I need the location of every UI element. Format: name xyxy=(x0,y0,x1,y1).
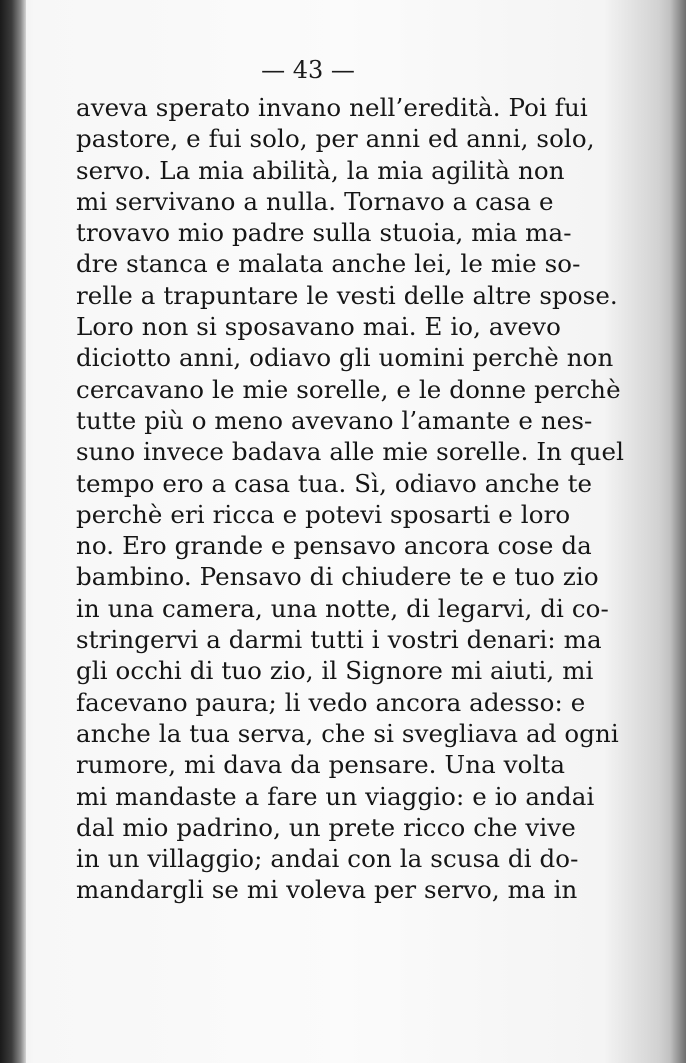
text-line: no. Ero grande e pensavo ancora cose da xyxy=(76,531,592,561)
text-line: cercavano le mie sorelle, e le donne perchè xyxy=(76,374,621,404)
text-line: trovavo mio padre sulla stuoia, mia ma- xyxy=(76,218,572,248)
text-line: stringervi a darmi tutti i vostri denari: ma xyxy=(76,625,602,655)
text-line: tutte più o meno avevano l’amante e nes- xyxy=(76,405,593,435)
text-line: gli occhi di tuo zio, il Signore mi aiuti, mi xyxy=(76,656,594,686)
text-line: facevano paura; li vedo ancora adesso: e xyxy=(76,687,586,717)
text-line: dre stanca e malata anche lei, le mie so- xyxy=(76,249,581,279)
text-line: Loro non si sposavano mai. E io, avevo xyxy=(76,312,561,342)
text-line: servo. La mia abilità, la mia agilità non xyxy=(76,155,565,185)
text-line: relle a trapuntare le vesti delle altre spose. xyxy=(76,280,618,310)
text-line: tempo ero a casa tua. Sì, odiavo anche te xyxy=(76,468,593,498)
book-spine-shadow xyxy=(0,0,26,1063)
text-line: suno invece badava alle mie sorelle. In quel xyxy=(76,437,625,467)
text-line: anche la tua serva, che si svegliava ad ogni xyxy=(76,718,619,748)
text-line: aveva sperato invano nell’eredità. Poi fui xyxy=(76,93,588,122)
text-line: rumore, mi dava da pensare. Una volta xyxy=(76,750,566,780)
body-text xyxy=(76,92,625,906)
text-line: perchè eri ricca e potevi sposarti e loro xyxy=(76,499,571,529)
text-line: mandargli se mi voleva per servo, ma in xyxy=(76,875,578,905)
text-line: in una camera, una notte, di legarvi, di co- xyxy=(76,593,609,623)
text-line: mi servivano a nulla. Tornavo a casa e xyxy=(76,186,554,216)
text-line: in un villaggio; andai con la scusa di do- xyxy=(76,844,579,874)
page-number: — 43 — xyxy=(261,56,355,84)
text-line: dal mio padrino, un prete ricco che vive xyxy=(76,812,576,842)
text-line: diciotto anni, odiavo gli uomini perchè non xyxy=(76,343,614,373)
page-edge-shadow xyxy=(670,0,686,1063)
text-line: mi mandaste a fare un viaggio: e io andai xyxy=(76,781,595,811)
text-line: bambino. Pensavo di chiudere te e tuo zio xyxy=(76,562,599,592)
text-line: pastore, e fui solo, per anni ed anni, solo, xyxy=(76,124,595,154)
